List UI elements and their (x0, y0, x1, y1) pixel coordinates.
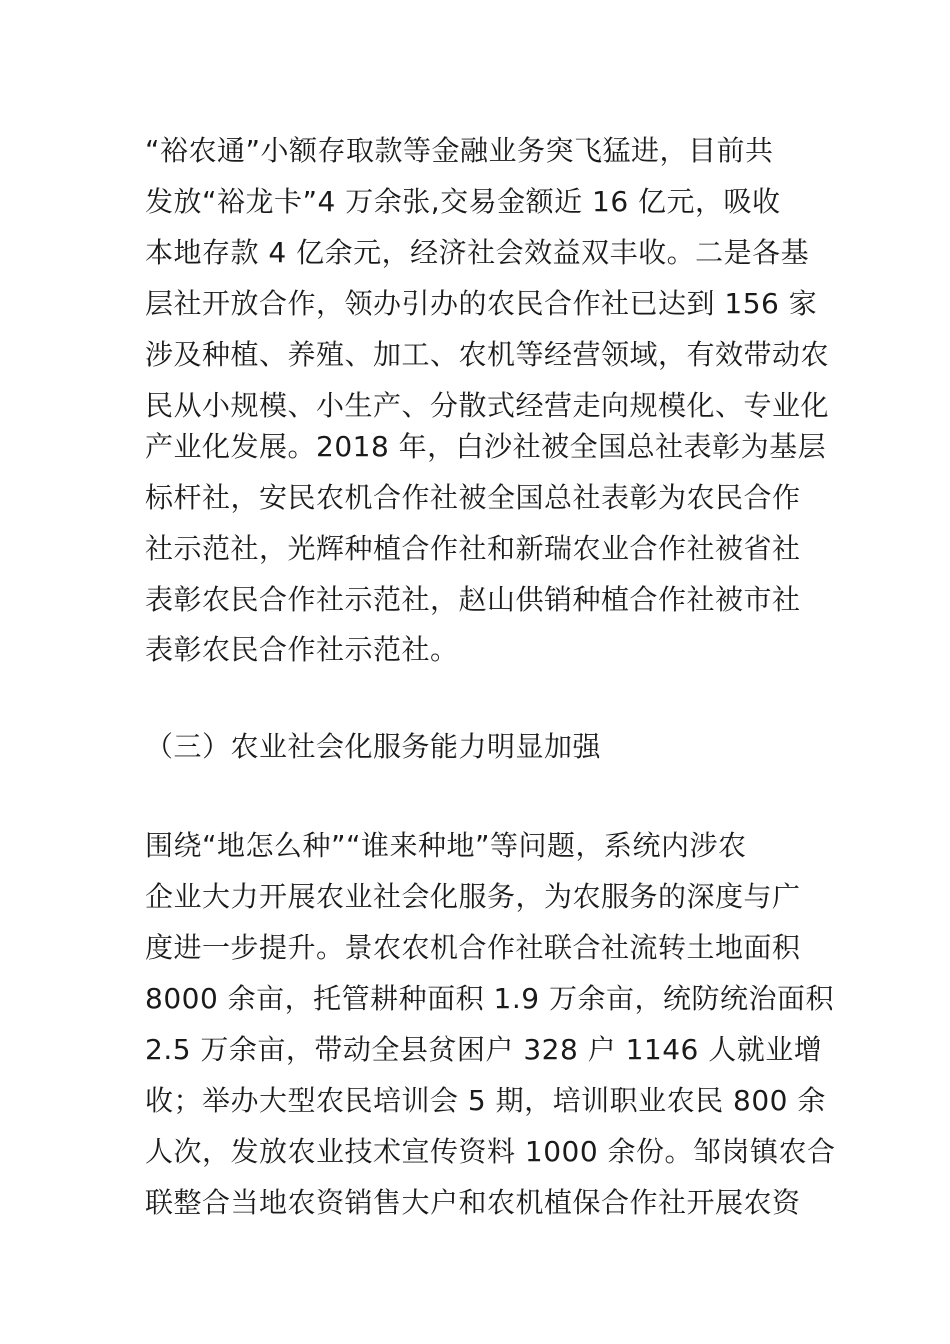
text-line: 涉及种植、养殖、加工、农机等经营领域，有效带动农 (145, 338, 830, 371)
text-line: 民从小规模、小生产、分散式经营走向规模化、专业化 (145, 389, 830, 422)
text-line: 社示范社，光辉种植合作社和新瑞农业合作社被省社 (145, 532, 801, 565)
text-line: 本地存款 4 亿余元，经济社会效益双丰收。二是各基 (145, 236, 810, 269)
text-line: 围绕“地怎么种”“谁来种地”等问题，系统内涉农 (145, 829, 747, 862)
text-line: “裕农通”小额存取款等金融业务突飞猛进，目前共 (145, 134, 774, 167)
text-line: 层社开放合作，领办引办的农民合作社已达到 156 家 (145, 287, 818, 320)
text-line: 企业大力开展农业社会化服务，为农服务的深度与广 (145, 880, 801, 913)
text-line: 表彰农民合作社示范社，赵山供销种植合作社被市社 (145, 583, 801, 616)
text-line: 收；举办大型农民培训会 5 期，培训职业农民 800 余 (145, 1084, 826, 1117)
text-line: 发放“裕龙卡”4 万余张,交易金额近 16 亿元，吸收 (145, 185, 781, 218)
text-line: 度进一步提升。景农农机合作社联合社流转土地面积 (145, 931, 801, 964)
text-line: 人次，发放农业技术宣传资料 1000 余份。邹岗镇农合 (145, 1135, 836, 1168)
section-heading: （三）农业社会化服务能力明显加强 (145, 730, 602, 763)
text-line: 8000 余亩，托管耕种面积 1.9 万余亩，统防统治面积 (145, 982, 834, 1015)
text-line: 2.5 万余亩，带动全县贫困户 328 户 1146 人就业增 (145, 1033, 823, 1066)
text-line: 标杆社，安民农机合作社被全国总社表彰为农民合作 (145, 481, 801, 514)
text-line: 产业化发展。2018 年，白沙社被全国总社表彰为基层 (145, 430, 827, 463)
text-line: 表彰农民合作社示范社。 (145, 633, 459, 666)
text-line: 联整合当地农资销售大户和农机植保合作社开展农资 (145, 1186, 801, 1219)
